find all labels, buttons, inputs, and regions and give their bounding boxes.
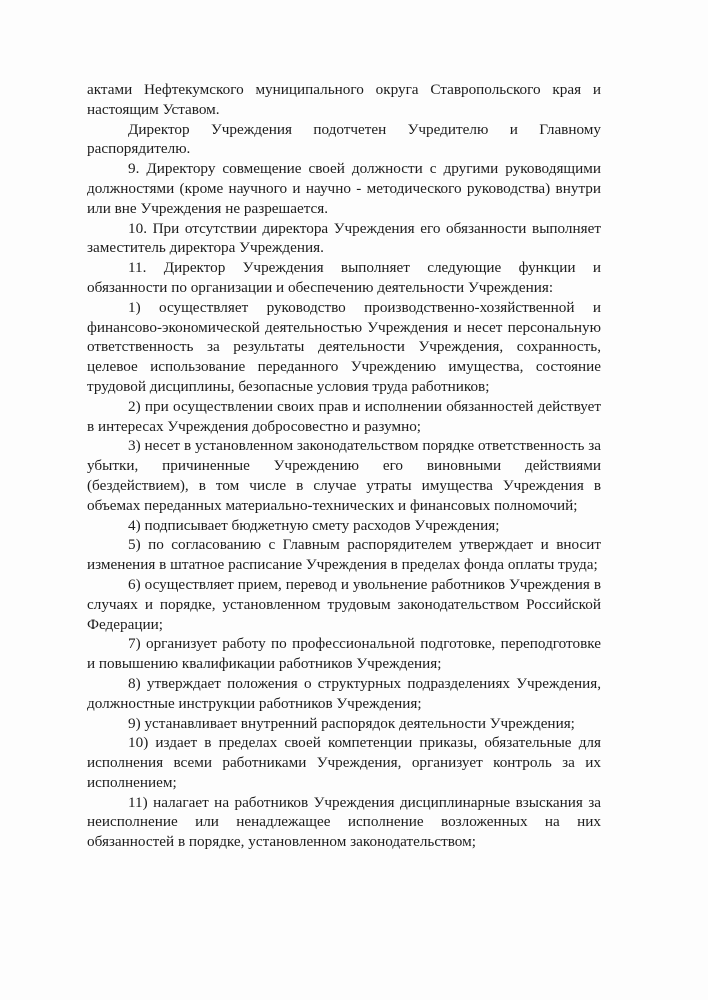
paragraph: 3) несет в установленном законодательством порядке ответственность за убытки, причиненные Учреждению его виновными действиями (бездействием), в том числе в случае утраты имущества Учреждения в объемах переданных материально-технических и финансовых полномочий;	[87, 437, 601, 514]
paragraph: 9. Директору совмещение своей должности с другими руководящими должностями (кроме научного и научно - методического руководства) внутри или вне Учреждения не разрешается.	[87, 160, 601, 217]
paragraph: 10. При отсутствии директора Учреждения его обязанности выполняет заместитель директора Учреждения.	[87, 219, 601, 257]
document-body	[87, 80, 601, 852]
paragraph: Директор Учреждения подотчетен Учредителю и Главному распорядителю.	[87, 120, 601, 158]
paragraph: 7) организует работу по профессиональной подготовке, переподготовке и повышению квалификации работников Учреждения;	[87, 635, 601, 673]
paragraph: 5) по согласованию с Главным распорядителем утверждает и вносит изменения в штатное расписание Учреждения в пределах фонда оплаты труда;	[87, 536, 601, 574]
paragraph: 4) подписывает бюджетную смету расходов Учреждения;	[128, 516, 500, 534]
paragraph: актами Нефтекумского муниципального округа Ставропольского края и настоящим Уставом.	[87, 81, 601, 118]
paragraph: 1) осуществляет руководство производственно-хозяйственной и финансово-экономической деятельностью Учреждения и несет персональную ответственность за результаты деятельности Учреждения, сохранность, целевое использование переданного Учреждению имущества, состояние трудовой дисциплины, безопасные условия труда работников;	[87, 298, 601, 395]
paragraph: 11) налагает на работников Учреждения дисциплинарные взыскания за неисполнение или ненадлежащее исполнение возложенных на них обязанностей в порядке, установленном законодательством;	[87, 793, 601, 851]
paragraph: 6) осуществляет прием, перевод и увольнение работников Учреждения в случаях и порядке, установленном трудовым законодательством Российской Федерации;	[87, 575, 601, 633]
paragraph: 2) при осуществлении своих прав и исполнении обязанностей действует в интересах Учреждения добросовестно и разумно;	[87, 397, 601, 435]
paragraph: 9) устанавливает внутренний распорядок деятельности Учреждения;	[128, 714, 575, 732]
paragraph: 11. Директор Учреждения выполняет следующие функции и обязанности по организации и обеспечению деятельности Учреждения:	[87, 259, 601, 296]
paragraph: 10) издает в пределах своей компетенции приказы, обязательные для исполнения всеми работниками Учреждения, организует контроль за их исполнением;	[87, 734, 601, 791]
paragraph: 8) утверждает положения о структурных подразделениях Учреждения, должностные инструкции работников Учреждения;	[87, 674, 601, 712]
